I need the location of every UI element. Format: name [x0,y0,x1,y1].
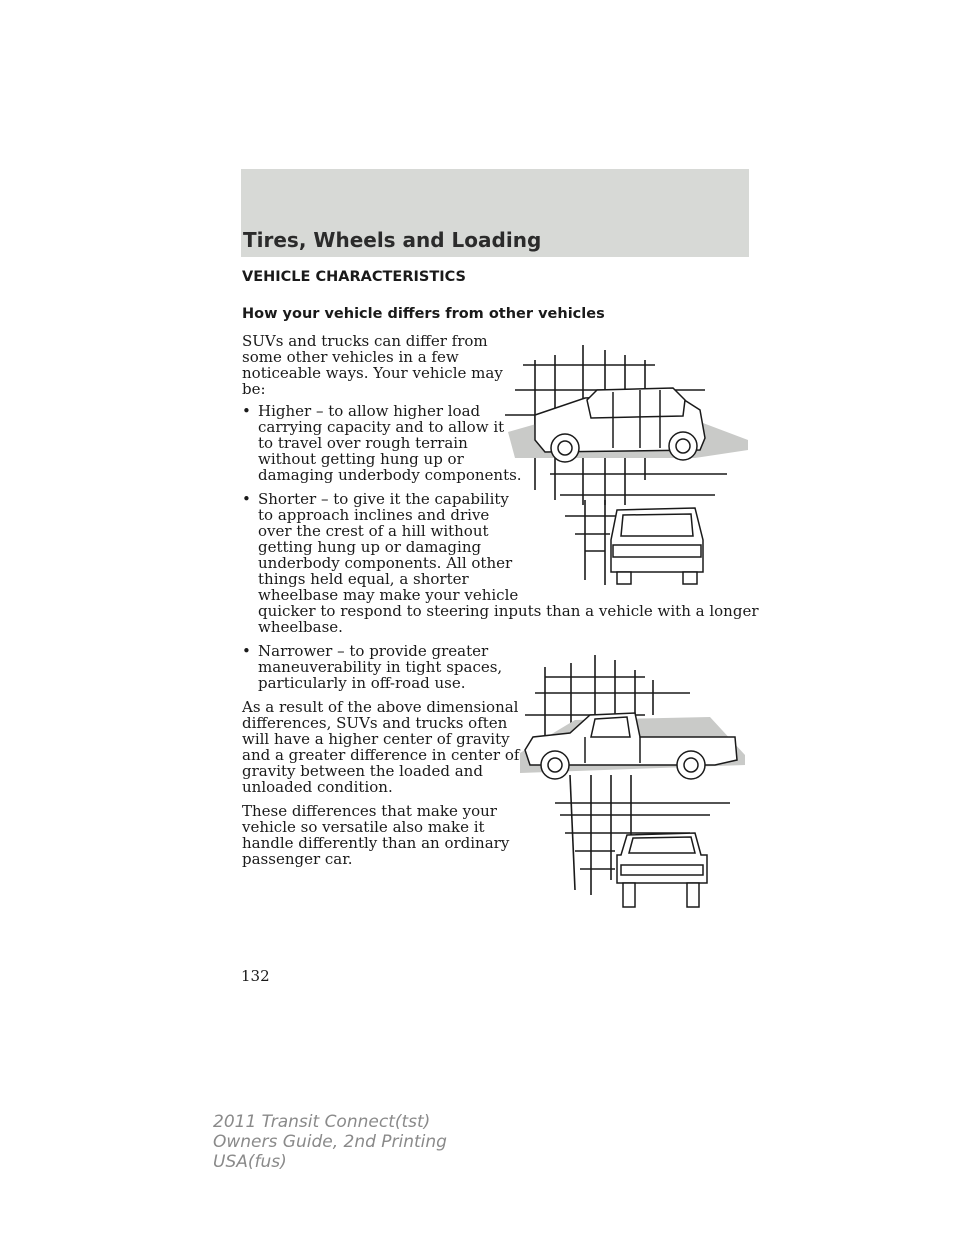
text-line: some other vehicles in a few [242,348,459,366]
pickup-side-and-rear-grid-illustration [515,655,755,915]
footer-model-code: (tst) [394,1112,431,1132]
text-line: quicker to respond to steering inputs than a vehicle with a longer [258,602,759,620]
suv-side-and-rear-grid-illustration [505,340,755,590]
text-line: carrying capacity and to allow it [258,418,505,436]
text-line: wheelbase. [258,618,343,636]
text-line: gravity between the loaded and [242,762,483,780]
text-line: Shorter – to give it the capability [258,490,509,508]
text-line: Narrower – to provide greater [258,642,489,660]
text-line: to approach inclines and drive [258,506,490,524]
text-line: things held equal, a shorter [258,570,469,588]
text-line: vehicle so versatile also make it [242,818,485,836]
text-line: without getting hung up or [258,450,464,468]
bullet-marker: • [242,642,251,660]
text-line: As a result of the above dimensional [242,698,519,716]
text-line: unloaded condition. [242,778,393,796]
text-line: noticeable ways. Your vehicle may [242,364,503,382]
footer-market: USA [213,1152,248,1172]
text-line: underbody components. All other [258,554,513,572]
text-line: SUVs and trucks can differ from [242,332,488,350]
text-line: handle differently than an ordinary [242,834,510,852]
text-line: These differences that make your [242,802,497,820]
text-line: over the crest of a hill without [258,522,489,540]
text-line: and a greater difference in center of [242,746,520,764]
text-line: wheelbase may make your vehicle [258,586,519,604]
page-number: 132 [241,967,270,985]
section-title: Tires, Wheels and Loading [243,228,542,252]
text-line: will have a higher center of gravity [242,730,510,748]
text-line: particularly in off-road use. [258,674,466,692]
bullet-marker: • [242,402,251,420]
text-line: damaging underbody components. [258,466,522,484]
text-line: be: [242,380,266,398]
footer-model: 2011 Transit Connect [213,1112,395,1132]
text-line: Higher – to allow higher load [258,402,481,420]
text-line: getting hung up or damaging [258,538,482,556]
footer-market-code: (fus) [247,1152,287,1172]
text-line: differences, SUVs and trucks often [242,714,508,732]
text-line: passenger car. [242,850,353,868]
page-heading: VEHICLE CHARACTERISTICS [242,269,466,285]
text-line: to travel over rough terrain [258,434,468,452]
subheading: How your vehicle differs from other vehicles [242,306,605,322]
footer-edition: Owners Guide, 2nd Printing [213,1132,447,1152]
text-line: maneuverability in tight spaces, [258,658,503,676]
bullet-marker: • [242,490,251,508]
